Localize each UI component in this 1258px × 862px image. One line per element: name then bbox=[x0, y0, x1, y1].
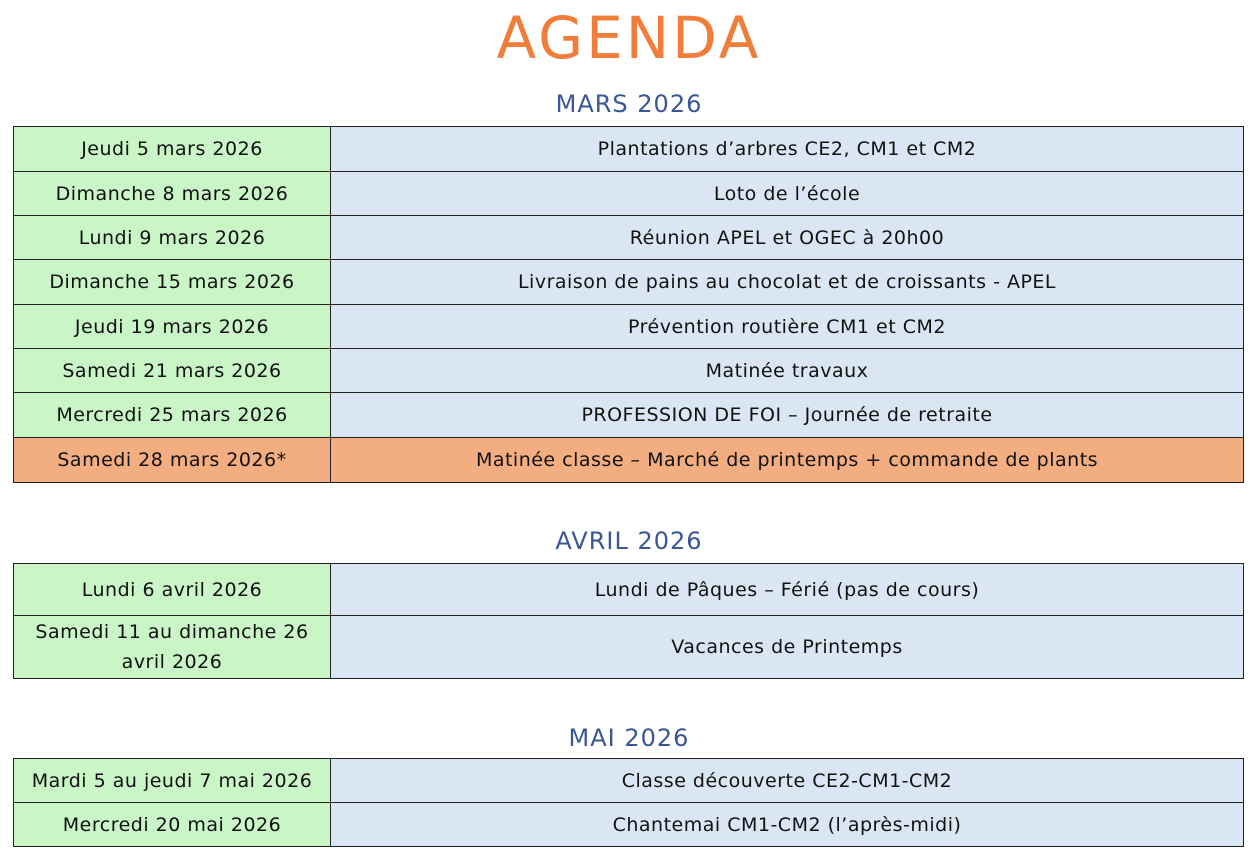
event-cell: Lundi de Pâques – Férié (pas de cours) bbox=[331, 564, 1244, 616]
date-cell: Samedi 28 mars 2026* bbox=[14, 438, 331, 483]
agenda-table-mai bbox=[13, 758, 1244, 847]
table-row bbox=[14, 803, 1244, 847]
date-cell: Jeudi 19 mars 2026 bbox=[14, 305, 331, 349]
event-cell: Livraison de pains au chocolat et de croissants - APEL bbox=[331, 260, 1244, 305]
table-row bbox=[14, 305, 1244, 349]
table-row bbox=[14, 564, 1244, 616]
date-cell: Samedi 21 mars 2026 bbox=[14, 349, 331, 393]
event-cell: Matinée classe – Marché de printemps + commande de plants bbox=[331, 438, 1244, 483]
date-cell: Jeudi 5 mars 2026 bbox=[14, 127, 331, 172]
date-cell: Mercredi 20 mai 2026 bbox=[14, 803, 331, 847]
event-cell: Vacances de Printemps bbox=[331, 616, 1244, 679]
table-row bbox=[14, 393, 1244, 438]
event-cell: Chantemai CM1-CM2 (l’après-midi) bbox=[331, 803, 1244, 847]
event-cell: Plantations d’arbres CE2, CM1 et CM2 bbox=[331, 127, 1244, 172]
date-cell: Lundi 6 avril 2026 bbox=[14, 564, 331, 616]
table-row bbox=[14, 127, 1244, 172]
table-row bbox=[14, 260, 1244, 305]
table-row-highlight bbox=[14, 438, 1244, 483]
month-heading-mai: MAI 2026 bbox=[568, 724, 690, 752]
agenda-table-mars bbox=[13, 126, 1244, 483]
table-row bbox=[14, 759, 1244, 803]
event-cell: PROFESSION DE FOI – Journée de retraite bbox=[331, 393, 1244, 438]
table-row bbox=[14, 172, 1244, 216]
date-cell: Dimanche 15 mars 2026 bbox=[14, 260, 331, 305]
page-title: AGENDA bbox=[496, 4, 762, 72]
date-cell: Samedi 11 au dimanche 26 avril 2026 bbox=[14, 616, 331, 679]
agenda-table-avril bbox=[13, 563, 1244, 679]
date-cell: Dimanche 8 mars 2026 bbox=[14, 172, 331, 216]
month-heading-avril: AVRIL 2026 bbox=[555, 527, 703, 555]
event-cell: Classe découverte CE2-CM1-CM2 bbox=[331, 759, 1244, 803]
event-cell: Réunion APEL et OGEC à 20h00 bbox=[331, 216, 1244, 260]
date-cell: Lundi 9 mars 2026 bbox=[14, 216, 331, 260]
month-heading-mars: MARS 2026 bbox=[555, 90, 703, 118]
event-cell: Matinée travaux bbox=[331, 349, 1244, 393]
event-cell: Prévention routière CM1 et CM2 bbox=[331, 305, 1244, 349]
table-row bbox=[14, 349, 1244, 393]
table-row bbox=[14, 616, 1244, 679]
date-cell: Mercredi 25 mars 2026 bbox=[14, 393, 331, 438]
event-cell: Loto de l’école bbox=[331, 172, 1244, 216]
table-row bbox=[14, 216, 1244, 260]
date-cell: Mardi 5 au jeudi 7 mai 2026 bbox=[14, 759, 331, 803]
